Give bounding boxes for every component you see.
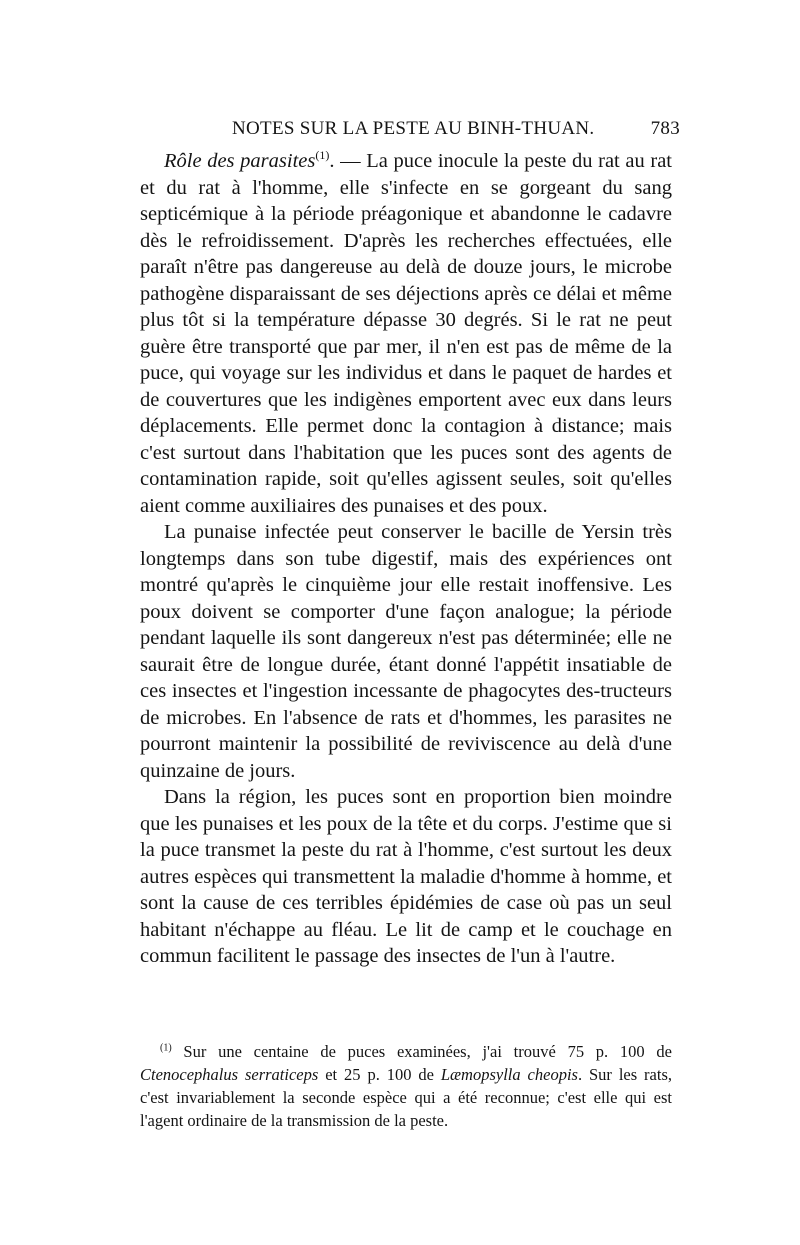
footnotes (140, 1040, 672, 1132)
section-title: Rôle des parasites (164, 150, 316, 172)
footnote-text: Sur une centaine de puces examinées, j'ai trouvé 75 p. 100 de (171, 1042, 672, 1061)
paragraph-3: Dans la région, les puces sont en proportion bien moindre que les punaises et les poux de la tête et du corps. J'estime que si la puce transmet la peste du rat à l'homme, c'est surtout les deux autres espèces qui transmettent la maladie d'homme à homme, et sont la cause de ces terribles épidémies de case où pas un seul habitant n'échappe au fléau. Le lit de camp et le couchage en commun facilitent le passage des insectes de l'un à l'autre. (140, 786, 672, 967)
footnote-reference: (1) (315, 148, 330, 163)
species-name: Læmopsylla cheopis (440, 1065, 578, 1084)
paragraph-1-text: La puce inocule la peste du rat au rat et du rat à l'homme, elle s'infecte en se gorgeant du sang septicémique à la période préagonique et abandonne le cadavre dès le refroidissement. D'après les recherches effectuées, elle paraît n'être pas dangereuse au delà de douze jours, le microbe pathogène disparaissant de ses déjections après ce délai et même plus tôt si la température dépasse 30 degrés. Si le rat ne peut guère être transporté que par mer, il n'en est pas de même de la puce, qui voyage sur les individus et dans le paquet de hardes et de couvertures que les indigènes emportent avec eux dans leurs déplacements. Elle permet donc la contagion à distance; mais c'est surtout dans l'habitation que les puces sont des agents de contamination rapide, soit qu'elles agissent seules, soit qu'elles aient comme auxiliaires des punaises et des poux. (140, 150, 672, 517)
section-title-tail: . — (329, 150, 367, 172)
paragraph-2: La punaise infectée peut conserver le bacille de Yersin très longtemps dans son tube digestif, mais des expériences ont montré qu'après le cinquième jour elle restait inoffensive. Les poux doivent se comporter d'une façon analogue; la période pendant laquelle ils sont dangereux n'est pas déterminée; elle ne saurait être de longue durée, étant donné l'appétit insatiable de ces insectes et l'ingestion incessante de phagocytes des-tructeurs de microbes. En l'absence de rats et d'hommes, les parasites ne pourront maintenir la possibilité de reviviscence au delà d'une quinzaine de jours. (140, 521, 672, 782)
running-title: NOTES SUR LA PESTE AU BINH-THUAN. (232, 118, 595, 139)
footnote-text: . Sur les rats, c'est invariablement la seconde espèce qui a été reconnue; c'est elle qui est l'agent ordinaire de la transmission de la peste. (140, 1065, 673, 1130)
paragraph-1 (140, 148, 672, 519)
footnote-mark: (1) (160, 1042, 172, 1054)
body-text (140, 148, 672, 970)
species-name: Ctenocephalus serraticeps (140, 1065, 319, 1084)
page-number: 783 (650, 118, 680, 139)
footnote-text: et 25 p. 100 de (318, 1065, 441, 1084)
footnote-1 (140, 1040, 672, 1132)
